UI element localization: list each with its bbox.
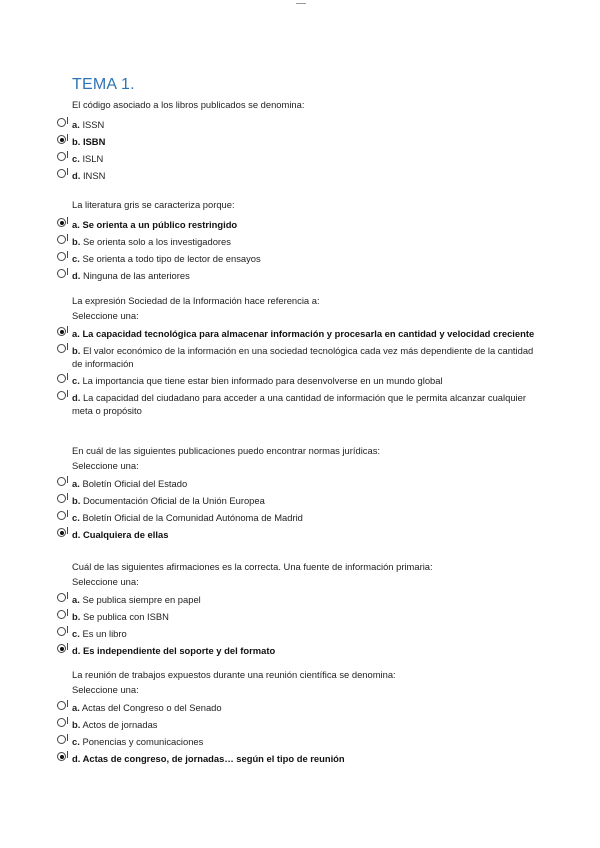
radio-checked-icon[interactable] <box>57 135 66 144</box>
answer-option[interactable] <box>72 116 542 133</box>
option-text: Ponencias y comunicaciones <box>82 736 204 747</box>
option-text: Documentación Oficial de la Unión Europea <box>82 495 265 506</box>
option-text: El valor económico de la información en una sociedad tecnológica cada vez más dependiente de la cantidad de información <box>72 345 534 369</box>
radio-unchecked-icon[interactable] <box>57 627 66 636</box>
radio-unchecked-icon[interactable] <box>57 269 66 278</box>
option-letter: a. <box>72 328 80 339</box>
radio-unchecked-icon[interactable] <box>57 494 66 503</box>
option-letter: b. <box>72 495 81 506</box>
question-instruction: Seleccione una: <box>72 310 139 321</box>
radio-unchecked-icon[interactable] <box>57 593 66 602</box>
radio-unchecked-icon[interactable] <box>57 610 66 619</box>
answer-option[interactable] <box>72 325 542 342</box>
option-text: ISBN <box>82 136 106 147</box>
question-block <box>72 444 542 543</box>
option-letter: c. <box>72 736 80 747</box>
options-list <box>72 699 542 767</box>
option-text: Boletín Oficial del Estado <box>82 478 188 489</box>
question-instruction: Seleccione una: <box>72 576 139 587</box>
option-text: La importancia que tiene estar bien informado para desenvolverse en un mundo global <box>82 375 443 386</box>
options-list <box>72 116 542 184</box>
radio-unchecked-icon[interactable] <box>57 374 66 383</box>
answer-option[interactable] <box>72 509 542 526</box>
question-stem: La literatura gris se caracteriza porque: <box>72 199 235 210</box>
option-text: Actas del Congreso o del Senado <box>81 702 222 713</box>
answer-option[interactable] <box>72 591 542 608</box>
option-letter: d. <box>72 645 81 656</box>
radio-checked-icon[interactable] <box>57 752 66 761</box>
option-letter: d. <box>72 170 81 181</box>
question-block <box>72 560 542 659</box>
radio-checked-icon[interactable] <box>57 327 66 336</box>
radio-unchecked-icon[interactable] <box>57 701 66 710</box>
answer-option[interactable] <box>72 250 542 267</box>
answer-option[interactable] <box>72 389 542 419</box>
option-letter: b. <box>72 236 81 247</box>
question-instruction: Seleccione una: <box>72 460 139 471</box>
answer-option[interactable] <box>72 167 542 184</box>
question-instruction: Seleccione una: <box>72 684 139 695</box>
radio-checked-icon[interactable] <box>57 528 66 537</box>
radio-checked-icon[interactable] <box>57 218 66 227</box>
option-letter: c. <box>72 153 80 164</box>
option-letter: b. <box>72 136 81 147</box>
radio-unchecked-icon[interactable] <box>57 477 66 486</box>
option-text: Se orienta a todo tipo de lector de ensayos <box>82 253 261 264</box>
option-letter: c. <box>72 375 80 386</box>
radio-unchecked-icon[interactable] <box>57 235 66 244</box>
option-text: Actas de congreso, de jornadas… según el tipo de reunión <box>82 753 345 764</box>
answer-option[interactable] <box>72 475 542 492</box>
option-text: Se publica siempre en papel <box>82 594 201 605</box>
answer-option[interactable] <box>72 750 542 767</box>
option-text: Boletín Oficial de la Comunidad Autónoma de Madrid <box>82 512 303 523</box>
radio-unchecked-icon[interactable] <box>57 511 66 520</box>
option-text: Se orienta a un público restringido <box>82 219 238 230</box>
answer-option[interactable] <box>72 150 542 167</box>
answer-option[interactable] <box>72 608 542 625</box>
answer-option[interactable] <box>72 716 542 733</box>
options-list <box>72 475 542 543</box>
radio-unchecked-icon[interactable] <box>57 735 66 744</box>
answer-option[interactable] <box>72 699 542 716</box>
option-letter: c. <box>72 628 80 639</box>
option-text: Se orienta solo a los investigadores <box>82 236 231 247</box>
options-list <box>72 216 542 284</box>
radio-unchecked-icon[interactable] <box>57 344 66 353</box>
option-text: ISLN <box>82 153 104 164</box>
radio-unchecked-icon[interactable] <box>57 718 66 727</box>
option-text: Actos de jornadas <box>82 719 158 730</box>
question-stem: La reunión de trabajos expuestos durante una reunión científica se denomina: <box>72 669 396 680</box>
radio-unchecked-icon[interactable] <box>57 152 66 161</box>
option-text: Es independiente del soporte y del formato <box>82 645 276 656</box>
answer-option[interactable] <box>72 233 542 250</box>
radio-unchecked-icon[interactable] <box>57 391 66 400</box>
option-text: La capacidad tecnológica para almacenar información y procesarla en cantidad y velocidad creciente <box>82 328 535 339</box>
option-text: Se publica con ISBN <box>82 611 169 622</box>
question-stem: En cuál de las siguientes publicaciones puedo encontrar normas jurídicas: <box>72 445 380 456</box>
option-text: Cualquiera de ellas <box>82 529 169 540</box>
option-text: INSN <box>82 170 106 181</box>
option-letter: b. <box>72 611 81 622</box>
question-stem: La expresión Sociedad de la Información hace referencia a: <box>72 295 320 306</box>
answer-option[interactable] <box>72 267 542 284</box>
options-list <box>72 591 542 659</box>
question-block <box>72 294 542 419</box>
options-list <box>72 325 542 419</box>
option-letter: a. <box>72 219 80 230</box>
answer-option[interactable] <box>72 372 542 389</box>
option-text: Ninguna de las anteriores <box>82 270 190 281</box>
answer-option[interactable] <box>72 342 542 372</box>
option-letter: d. <box>72 392 81 403</box>
option-letter: c. <box>72 253 80 264</box>
option-text: Es un libro <box>82 628 127 639</box>
option-letter: d. <box>72 529 81 540</box>
question-stem: El código asociado a los libros publicados se denomina: <box>72 99 305 110</box>
radio-unchecked-icon[interactable] <box>57 169 66 178</box>
radio-unchecked-icon[interactable] <box>57 252 66 261</box>
answer-option[interactable] <box>72 625 542 642</box>
question-block <box>72 98 542 184</box>
radio-checked-icon[interactable] <box>57 644 66 653</box>
radio-unchecked-icon[interactable] <box>57 118 66 127</box>
option-letter: c. <box>72 512 80 523</box>
option-letter: a. <box>72 478 80 489</box>
option-letter: a. <box>72 702 80 713</box>
answer-option[interactable] <box>72 642 542 659</box>
answer-option[interactable] <box>72 216 542 233</box>
question-block <box>72 668 542 767</box>
option-text: ISSN <box>82 119 105 130</box>
option-letter: d. <box>72 270 81 281</box>
option-letter: a. <box>72 119 80 130</box>
answer-option[interactable] <box>72 492 542 509</box>
option-text: La capacidad del ciudadano para acceder a una cantidad de información que le permita alcanzar cualquier meta o propósito <box>72 392 526 416</box>
question-block <box>72 198 542 284</box>
option-letter: a. <box>72 594 80 605</box>
page-top-mark <box>296 0 306 4</box>
answer-option[interactable] <box>72 526 542 543</box>
page-title: TEMA 1. <box>72 76 135 93</box>
option-letter: b. <box>72 719 81 730</box>
option-letter: d. <box>72 753 81 764</box>
answer-option[interactable] <box>72 133 542 150</box>
option-letter: b. <box>72 345 81 356</box>
answer-option[interactable] <box>72 733 542 750</box>
question-stem: Cuál de las siguientes afirmaciones es la correcta. Una fuente de información primaria: <box>72 561 433 572</box>
